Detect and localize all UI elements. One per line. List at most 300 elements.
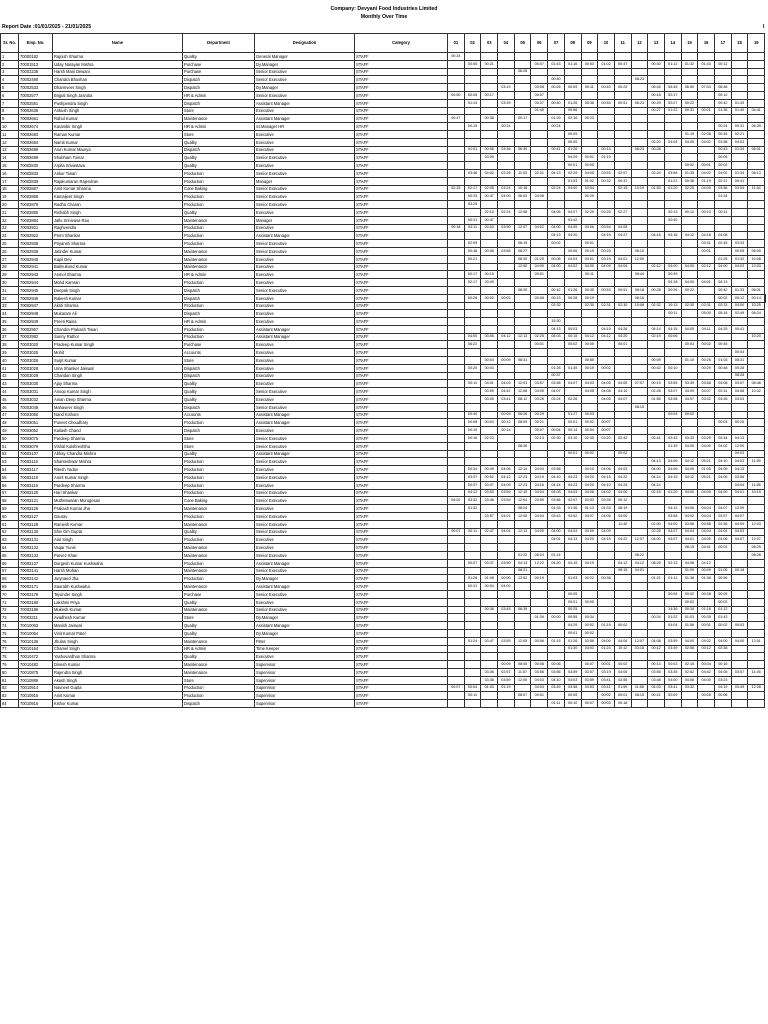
- overtime-cell: [648, 403, 665, 411]
- overtime-cell: 00:03: [731, 622, 748, 630]
- department-cell: Purchase: [183, 341, 255, 349]
- sr-no-cell: 79: [1, 661, 19, 669]
- overtime-cell: 00:04: [698, 661, 715, 669]
- overtime-cell: 04:03: [731, 263, 748, 271]
- sr-no-cell: 19: [1, 193, 19, 201]
- overtime-cell: 00:31: [464, 216, 481, 224]
- overtime-cell: [681, 154, 698, 162]
- sr-no-cell: 30: [1, 279, 19, 287]
- overtime-cell: 03:54: [581, 185, 598, 193]
- overtime-cell: 00:21: [648, 692, 665, 700]
- overtime-cell: 00:37: [464, 481, 481, 489]
- overtime-cell: [464, 544, 481, 552]
- overtime-cell: 01:13: [464, 99, 481, 107]
- overtime-cell: [448, 606, 465, 614]
- overtime-cell: 04:16: [664, 232, 681, 240]
- overtime-cell: [498, 76, 515, 84]
- overtime-cell: 00:07: [598, 419, 615, 427]
- overtime-cell: 00:54: [598, 99, 615, 107]
- overtime-cell: [548, 162, 565, 170]
- overtime-cell: 00:55: [564, 614, 581, 622]
- overtime-cell: 12:00: [514, 263, 531, 271]
- table-row: [1, 193, 766, 201]
- name-cell: Surjit Kumar: [53, 357, 183, 365]
- overtime-cell: [598, 411, 615, 419]
- overtime-cell: [748, 84, 765, 92]
- overtime-cell: [548, 622, 565, 630]
- overtime-cell: [631, 598, 648, 606]
- overtime-cell: [564, 583, 581, 591]
- overtime-cell: [598, 653, 615, 661]
- overtime-cell: [631, 201, 648, 209]
- overtime-cell: [681, 310, 698, 318]
- sr-no-cell: 62: [1, 528, 19, 536]
- overtime-cell: 04:23: [564, 481, 581, 489]
- overtime-cell: [498, 458, 515, 466]
- overtime-cell: 04:04: [698, 505, 715, 513]
- sr-no-cell: 11: [1, 130, 19, 138]
- overtime-cell: 01:19: [598, 154, 615, 162]
- overtime-cell: [598, 216, 615, 224]
- overtime-cell: [631, 224, 648, 232]
- overtime-cell: 00:04: [481, 357, 498, 365]
- overtime-cell: 00:14: [598, 146, 615, 154]
- overtime-cell: [681, 240, 698, 248]
- overtime-cell: [648, 372, 665, 380]
- overtime-cell: [581, 107, 598, 115]
- overtime-cell: [448, 590, 465, 598]
- name-cell: Manish Jaiswal: [53, 622, 183, 630]
- overtime-cell: 01:26: [564, 146, 581, 154]
- overtime-cell: 03:39: [664, 645, 681, 653]
- overtime-cell: [548, 645, 565, 653]
- overtime-cell: [748, 99, 765, 107]
- overtime-cell: [581, 583, 598, 591]
- overtime-cell: 08:15: [681, 544, 698, 552]
- overtime-cell: 00:18: [614, 700, 631, 708]
- overtime-cell: [748, 692, 765, 700]
- overtime-cell: [531, 357, 548, 365]
- overtime-cell: [481, 505, 498, 513]
- overtime-cell: [631, 263, 648, 271]
- overtime-cell: [498, 536, 515, 544]
- name-cell: Pardeep Sharma: [53, 481, 183, 489]
- overtime-cell: [614, 575, 631, 583]
- overtime-cell: [598, 115, 615, 123]
- overtime-cell: [698, 411, 715, 419]
- sr-no-cell: 56: [1, 481, 19, 489]
- edge-mark: I: [763, 24, 765, 30]
- overtime-cell: [498, 341, 515, 349]
- department-cell: Store: [183, 676, 255, 684]
- overtime-cell: 03:32: [698, 396, 715, 404]
- overtime-cell: [664, 115, 681, 123]
- overtime-cell: 04:03: [564, 489, 581, 497]
- overtime-cell: 00:56: [715, 575, 732, 583]
- name-cell: Ramesh Kumar: [53, 520, 183, 528]
- overtime-cell: [481, 310, 498, 318]
- name-cell: Shiv Om Gupta: [53, 528, 183, 536]
- overtime-cell: [664, 76, 681, 84]
- designation-cell: Assistant Manager: [255, 232, 355, 240]
- overtime-cell: 00:37: [531, 99, 548, 107]
- overtime-cell: [498, 450, 515, 458]
- emp-no-cell: 70010164: [19, 645, 53, 653]
- overtime-cell: 12:05: [514, 513, 531, 521]
- name-cell: Avadhesh Kumar: [53, 614, 183, 622]
- designation-cell: Senior Executive: [255, 154, 355, 162]
- overtime-cell: 03:57: [731, 668, 748, 676]
- overtime-cell: 00:03: [731, 450, 748, 458]
- overtime-cell: [681, 629, 698, 637]
- overtime-cell: [481, 700, 498, 708]
- overtime-cell: [564, 279, 581, 287]
- sr-no-cell: 78: [1, 653, 19, 661]
- overtime-cell: 04:00: [698, 442, 715, 450]
- overtime-cell: 10:18: [514, 185, 531, 193]
- overtime-cell: [464, 325, 481, 333]
- overtime-cell: 03:55: [614, 676, 631, 684]
- overtime-cell: 00:02: [581, 419, 598, 427]
- overtime-cell: [748, 115, 765, 123]
- overtime-cell: [514, 684, 531, 692]
- overtime-cell: 00:47: [448, 115, 465, 123]
- category-cell: STAFF: [355, 661, 448, 669]
- department-cell: Quality: [183, 154, 255, 162]
- overtime-cell: [498, 629, 515, 637]
- overtime-cell: [698, 76, 715, 84]
- sr-no-cell: 33: [1, 302, 19, 310]
- emp-no-cell: 70003028: [19, 364, 53, 372]
- table-row: [1, 357, 766, 365]
- overtime-cell: [614, 162, 631, 170]
- table-row: [1, 84, 766, 92]
- designation-cell: Senior Executive: [255, 489, 355, 497]
- overtime-cell: 04:00: [698, 185, 715, 193]
- sr-no-cell: 36: [1, 325, 19, 333]
- overtime-cell: 00:11: [581, 271, 598, 279]
- overtime-cell: 04:04: [698, 513, 715, 521]
- overtime-cell: 04:05: [531, 388, 548, 396]
- overtime-cell: 00:46: [464, 247, 481, 255]
- emp-no-cell: 70003126: [19, 505, 53, 513]
- day-header: 11: [614, 34, 631, 53]
- overtime-cell: 01:03: [715, 357, 732, 365]
- overtime-cell: [614, 442, 631, 450]
- overtime-cell: [715, 653, 732, 661]
- name-cell: Mukaram Ali: [53, 310, 183, 318]
- overtime-cell: 00:02: [715, 162, 732, 170]
- overtime-cell: [664, 162, 681, 170]
- overtime-cell: [498, 216, 515, 224]
- category-header: Category: [355, 34, 448, 53]
- table-row: [1, 91, 766, 99]
- overtime-cell: [448, 240, 465, 248]
- sr-no-cell: 84: [1, 700, 19, 708]
- overtime-cell: [564, 271, 581, 279]
- sr-no-cell: 71: [1, 598, 19, 606]
- overtime-cell: 00:47: [481, 193, 498, 201]
- overtime-cell: 04:00: [464, 333, 481, 341]
- overtime-cell: 04:42: [698, 668, 715, 676]
- name-cell: Shubham Tomar: [53, 154, 183, 162]
- overtime-cell: 04:05: [548, 208, 565, 216]
- overtime-cell: 00:02: [681, 598, 698, 606]
- overtime-cell: 01:03: [564, 575, 581, 583]
- overtime-cell: 04:00: [681, 466, 698, 474]
- table-row: [1, 364, 766, 372]
- overtime-cell: [514, 302, 531, 310]
- overtime-cell: 04:12: [598, 333, 615, 341]
- overtime-cell: [448, 286, 465, 294]
- designation-cell: Executive: [255, 271, 355, 279]
- overtime-cell: [664, 318, 681, 326]
- emp-no-cell: 70003141: [19, 567, 53, 575]
- department-cell: Dispatch: [183, 700, 255, 708]
- overtime-cell: 04:00: [715, 637, 732, 645]
- overtime-cell: 03:23: [715, 676, 732, 684]
- sr-no-cell: 67: [1, 567, 19, 575]
- overtime-cell: [464, 614, 481, 622]
- overtime-cell: [731, 676, 748, 684]
- overtime-cell: [448, 466, 465, 474]
- category-cell: STAFF: [355, 201, 448, 209]
- overtime-cell: 04:41: [748, 107, 765, 115]
- overtime-cell: [664, 193, 681, 201]
- emp-no-cell: 70010482: [19, 661, 53, 669]
- name-cell: Aman Deep Sharma: [53, 396, 183, 404]
- overtime-cell: 00:28: [564, 294, 581, 302]
- overtime-cell: [548, 193, 565, 201]
- overtime-cell: 02:45: [715, 240, 732, 248]
- overtime-cell: 00:42: [715, 99, 732, 107]
- overtime-cell: 10:19: [748, 489, 765, 497]
- sr-no-cell: 4: [1, 76, 19, 84]
- overtime-cell: 04:07: [581, 513, 598, 521]
- overtime-cell: 02:57: [614, 169, 631, 177]
- emp-no-cell: 70002699: [19, 154, 53, 162]
- overtime-cell: 00:37: [548, 372, 565, 380]
- name-cell: Anoop Kumar Singh: [53, 388, 183, 396]
- overtime-cell: [731, 341, 748, 349]
- overtime-cell: 01:20: [664, 185, 681, 193]
- overtime-cell: [564, 123, 581, 131]
- overtime-cell: [514, 201, 531, 209]
- department-cell: Production: [183, 489, 255, 497]
- overtime-cell: 01:19: [598, 622, 615, 630]
- overtime-cell: 00:02: [481, 294, 498, 302]
- overtime-cell: [664, 372, 681, 380]
- designation-cell: Senior Executive: [255, 185, 355, 193]
- overtime-cell: 00:18: [648, 91, 665, 99]
- overtime-cell: 10:08: [631, 302, 648, 310]
- overtime-cell: 04:05: [614, 224, 631, 232]
- overtime-cell: 04:20: [581, 536, 598, 544]
- overtime-cell: 03:54: [598, 224, 615, 232]
- name-cell: Raman Kumar: [53, 130, 183, 138]
- overtime-cell: [464, 76, 481, 84]
- overtime-cell: [731, 606, 748, 614]
- overtime-cell: 01:35: [715, 107, 732, 115]
- overtime-cell: [448, 294, 465, 302]
- category-cell: STAFF: [355, 466, 448, 474]
- overtime-cell: [564, 388, 581, 396]
- overtime-cell: [448, 614, 465, 622]
- overtime-cell: 00:53: [581, 60, 598, 68]
- overtime-cell: [481, 302, 498, 310]
- overtime-cell: 01:05: [715, 567, 732, 575]
- designation-cell: Senior Executive: [255, 435, 355, 443]
- overtime-cell: [715, 700, 732, 708]
- overtime-cell: 00:06: [715, 692, 732, 700]
- overtime-cell: [614, 294, 631, 302]
- overtime-cell: 01:16: [564, 60, 581, 68]
- overtime-cell: 00:07: [531, 60, 548, 68]
- overtime-cell: [531, 520, 548, 528]
- designation-cell: Executive: [255, 107, 355, 115]
- designation-cell: Executive: [255, 130, 355, 138]
- overtime-cell: 00:18: [731, 567, 748, 575]
- emp-no-cell: 70003030: [19, 380, 53, 388]
- overtime-cell: [631, 622, 648, 630]
- overtime-cell: [514, 123, 531, 131]
- department-cell: Store: [183, 614, 255, 622]
- overtime-cell: 01:39: [531, 614, 548, 622]
- overtime-cell: [531, 442, 548, 450]
- department-cell: Quality: [183, 138, 255, 146]
- overtime-cell: 03:56: [548, 668, 565, 676]
- overtime-cell: 03:48: [648, 676, 665, 684]
- overtime-cell: 04:02: [681, 513, 698, 521]
- designation-cell: Supervisor: [255, 700, 355, 708]
- designation-cell: Senior Executive: [255, 528, 355, 536]
- overtime-cell: [748, 466, 765, 474]
- overtime-cell: [664, 583, 681, 591]
- overtime-cell: 03:56: [531, 668, 548, 676]
- name-cell: Dinesh Kumar: [53, 661, 183, 669]
- overtime-cell: [481, 622, 498, 630]
- day-header: 15: [681, 34, 698, 53]
- overtime-cell: [448, 193, 465, 201]
- overtime-cell: [681, 201, 698, 209]
- overtime-cell: [464, 232, 481, 240]
- overtime-cell: [548, 130, 565, 138]
- overtime-cell: 02:29: [581, 208, 598, 216]
- sr-no-cell: 7: [1, 99, 19, 107]
- overtime-cell: 11:59: [748, 458, 765, 466]
- designation-cell: Executive: [255, 536, 355, 544]
- overtime-cell: 02:12: [648, 263, 665, 271]
- overtime-cell: [581, 396, 598, 404]
- designation-cell: Assistant Manager: [255, 583, 355, 591]
- overtime-cell: [631, 700, 648, 708]
- overtime-cell: [648, 201, 665, 209]
- overtime-cell: 00:10: [698, 208, 715, 216]
- overtime-cell: 00:35: [698, 614, 715, 622]
- overtime-cell: 02:43: [664, 435, 681, 443]
- overtime-cell: [614, 154, 631, 162]
- department-cell: Quality: [183, 53, 255, 61]
- overtime-cell: [715, 349, 732, 357]
- overtime-cell: [731, 271, 748, 279]
- emp-no-cell: 70003180: [19, 598, 53, 606]
- emp-no-cell: 70002967: [19, 325, 53, 333]
- overtime-cell: [648, 505, 665, 513]
- overtime-cell: 00:19: [581, 247, 598, 255]
- department-cell: Production: [183, 692, 255, 700]
- overtime-cell: [731, 193, 748, 201]
- overtime-cell: [698, 146, 715, 154]
- overtime-cell: [481, 286, 498, 294]
- overtime-cell: 01:33: [731, 99, 748, 107]
- overtime-cell: 04:03: [548, 489, 565, 497]
- overtime-cell: 00:01: [564, 162, 581, 170]
- overtime-cell: 04:00: [498, 583, 515, 591]
- overtime-cell: [698, 53, 715, 61]
- overtime-cell: 00:02: [715, 294, 732, 302]
- overtime-cell: 00:34: [581, 614, 598, 622]
- overtime-cell: 04:08: [715, 232, 732, 240]
- overtime-cell: 03:58: [548, 380, 565, 388]
- overtime-cell: [664, 481, 681, 489]
- overtime-cell: [765, 294, 766, 302]
- overtime-cell: [731, 162, 748, 170]
- overtime-cell: 00:05: [464, 91, 481, 99]
- overtime-cell: [648, 427, 665, 435]
- overtime-cell: 04:04: [698, 528, 715, 536]
- overtime-cell: 00:15: [564, 333, 581, 341]
- designation-cell: Executive: [255, 162, 355, 170]
- overtime-cell: 00:47: [481, 216, 498, 224]
- overtime-cell: [681, 497, 698, 505]
- table-row: [1, 614, 766, 622]
- overtime-cell: 01:26: [564, 99, 581, 107]
- overtime-cell: [514, 154, 531, 162]
- overtime-cell: [531, 583, 548, 591]
- sr-no-cell: 69: [1, 583, 19, 591]
- emp-no-header: Emp. No.: [19, 34, 53, 53]
- overtime-cell: [531, 505, 548, 513]
- overtime-cell: 00:07: [531, 91, 548, 99]
- overtime-cell: 03:03: [731, 396, 748, 404]
- sr-no-cell: 72: [1, 606, 19, 614]
- overtime-cell: 00:27: [648, 107, 665, 115]
- sr-no-cell: 66: [1, 559, 19, 567]
- emp-no-cell: 70002878: [19, 201, 53, 209]
- table-row: [1, 684, 766, 692]
- overtime-cell: [614, 552, 631, 560]
- overtime-cell: 03:43: [548, 513, 565, 521]
- overtime-cell: [631, 676, 648, 684]
- designation-cell: Senior Executive: [255, 68, 355, 76]
- overtime-cell: 10:08: [748, 255, 765, 263]
- overtime-cell: 08:28: [731, 372, 748, 380]
- overtime-cell: [481, 427, 498, 435]
- overtime-cell: 04:15: [598, 536, 615, 544]
- overtime-cell: 08:20: [514, 286, 531, 294]
- overtime-cell: [531, 247, 548, 255]
- overtime-cell: [664, 154, 681, 162]
- overtime-cell: [548, 520, 565, 528]
- name-cell: Arpita Srivastava: [53, 162, 183, 170]
- overtime-cell: 00:11: [664, 310, 681, 318]
- overtime-cell: 03:57: [731, 380, 748, 388]
- sr-no-cell: 76: [1, 637, 19, 645]
- overtime-cell: [448, 138, 465, 146]
- overtime-cell: 04:09: [498, 481, 515, 489]
- overtime-cell: 02:10: [481, 208, 498, 216]
- overtime-cell: 11:57: [514, 668, 531, 676]
